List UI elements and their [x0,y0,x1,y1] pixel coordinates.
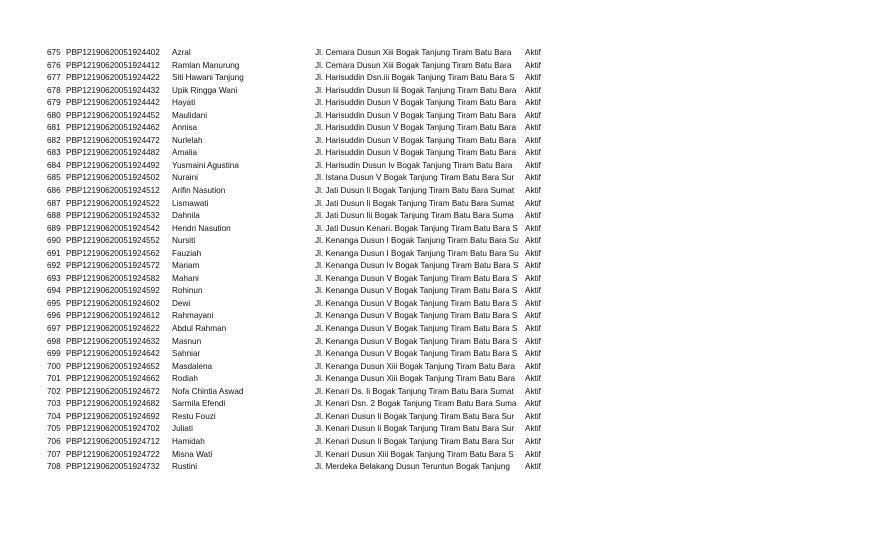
recipient-name: Sahniar [172,349,201,359]
row-number: 685 [47,173,61,183]
status-text: Aktif [525,211,541,221]
recipient-name: Abdul Rahman [172,324,227,334]
recipient-id: PBP12190620051924642 [66,349,160,359]
recipient-name: Mariam [172,261,200,271]
recipient-address: Jl. Kenari Ds. Ii Bogak Tanjung Tiram Batu Bara Sumat [315,386,514,396]
recipient-name: Nursiti [172,236,196,246]
row-number: 677 [47,73,61,83]
recipient-address: Jl. Kenanga Dusun Xiii Bogak Tanjung Tiram Batu Bara [315,374,516,384]
recipient-id: PBP12190620051924632 [66,336,160,346]
recipient-address: Jl. Harisuddin Dusun V Bogak Tanjung Tiram Batu Bara [315,110,517,120]
row-number: 680 [47,110,61,120]
recipient-name: Nurlelah [172,135,203,145]
recipient-name: Dewi [172,298,191,308]
status-text: Aktif [525,160,541,170]
recipient-name: Siti Hawani Tanjung [172,73,244,83]
recipient-name: Upik Ringga Wani [172,85,238,95]
recipient-id: PBP12190620051924662 [66,374,160,384]
status-text: Aktif [525,436,541,446]
recipient-id: PBP12190620051924602 [66,298,160,308]
status-text: Aktif [525,98,541,108]
recipient-address: Jl. Kenari Dusun Ii Bogak Tanjung Tiram Batu Bara Sur [315,436,515,446]
row-number: 700 [47,361,61,371]
status-text: Aktif [525,186,541,196]
recipient-address: Jl. Kenanga Dusun Iv Bogak Tanjung Tiram Batu Bara S [315,261,519,271]
recipient-id: PBP12190620051924582 [66,273,160,283]
recipient-name: Mahani [172,273,199,283]
status-text: Aktif [525,449,541,459]
status-text: Aktif [525,135,541,145]
row-number: 695 [47,298,61,308]
row-number: 675 [47,48,61,57]
recipient-id: PBP12190620051924612 [66,311,160,321]
status-text: Aktif [525,411,541,421]
recipient-name: Juliati [172,424,193,434]
row-number: 699 [47,349,61,359]
recipient-address: Jl. Kenanga Dusun V Bogak Tanjung Tiram Batu Bara S [315,349,518,359]
recipient-id: PBP12190620051924482 [66,148,160,158]
status-text: Aktif [525,110,541,120]
recipient-address: Jl. Harisuddin Dsn.iii Bogak Tanjung Tiram Batu Bara S [315,73,515,83]
recipient-id: PBP12190620051924442 [66,98,160,108]
recipient-id: PBP12190620051924702 [66,424,160,434]
row-number: 687 [47,198,61,208]
status-text: Aktif [525,48,541,57]
row-number: 697 [47,324,61,334]
row-number: 703 [47,399,61,409]
status-text: Aktif [525,60,541,70]
status-text: Aktif [525,386,541,396]
recipient-address: Jl. Kenari Dusun Ii Bogak Tanjung Tiram Batu Bara Sur [315,411,515,421]
recipient-name: Yusmaini Agustina [172,160,239,170]
recipient-id: PBP12190620051924562 [66,248,160,258]
recipient-name: Ramlan Manurung [172,60,240,70]
status-text: Aktif [525,123,541,133]
recipient-address: Jl. Harisuddin Dusun V Bogak Tanjung Tiram Batu Bara [315,123,517,133]
recipient-address: Jl. Kenanga Dusun V Bogak Tanjung Tiram Batu Bara S [315,324,518,334]
status-text: Aktif [525,173,541,183]
recipient-id: PBP12190620051924462 [66,123,160,133]
status-text: Aktif [525,85,541,95]
recipient-name: Annisa [172,123,198,133]
recipient-address: Jl. Jati Dusun Ii Bogak Tanjung Tiram Batu Bara Sumat [315,198,515,208]
recipient-address: Jl. Kenanga Dusun V Bogak Tanjung Tiram Batu Bara S [315,336,518,346]
recipient-id: PBP12190620051924432 [66,85,160,95]
recipient-address: Jl. Kenanga Dusun I Bogak Tanjung Tiram Batu Bara Su [315,248,519,258]
row-number: 708 [47,462,61,472]
row-number: 689 [47,223,61,233]
recipient-id: PBP12190620051924622 [66,324,160,334]
recipient-address: Jl. Kenanga Dusun I Bogak Tanjung Tiram Batu Bara Su [315,236,519,246]
status-text: Aktif [525,336,541,346]
row-number: 690 [47,236,61,246]
recipient-id: PBP12190620051924672 [66,386,160,396]
row-number: 704 [47,411,61,421]
recipient-name: Sarmila Efendi [172,399,226,409]
recipient-name: Maulidani [172,110,208,120]
recipient-name: Misna Wati [172,449,213,459]
recipient-address: Jl. Harisuddin Dusun Iii Bogak Tanjung Tiram Batu Bara [315,85,517,95]
recipient-id: PBP12190620051924542 [66,223,160,233]
recipient-address: Jl. Harisuddin Dusun V Bogak Tanjung Tiram Batu Bara [315,148,517,158]
status-text: Aktif [525,462,541,472]
recipient-id: PBP12190620051924692 [66,411,160,421]
recipient-address: Jl. Kenanga Dusun V Bogak Tanjung Tiram Batu Bara S [315,311,518,321]
recipient-name: Rodiah [172,374,198,384]
recipient-address: Jl. Cemara Dusun Xiii Bogak Tanjung Tiram Batu Bara [315,60,512,70]
recipient-id: PBP12190620051924682 [66,399,160,409]
recipient-address: Jl. Kenanga Dusun Xiii Bogak Tanjung Tiram Batu Bara [315,361,516,371]
row-number: 707 [47,449,61,459]
row-number: 676 [47,60,61,70]
recipient-address: Jl. Kenanga Dusun V Bogak Tanjung Tiram Batu Bara S [315,273,518,283]
status-text: Aktif [525,311,541,321]
status-text: Aktif [525,374,541,384]
recipient-address: Jl. Kenanga Dusun V Bogak Tanjung Tiram Batu Bara S [315,298,518,308]
status-text: Aktif [525,349,541,359]
recipient-id: PBP12190620051924712 [66,436,160,446]
status-text: Aktif [525,286,541,296]
recipient-id: PBP12190620051924732 [66,462,160,472]
status-text: Aktif [525,73,541,83]
recipient-name: Masdalena [172,361,213,371]
recipient-name: Masnun [172,336,202,346]
row-number: 678 [47,85,61,95]
row-number: 693 [47,273,61,283]
recipient-address: Jl. Kenanga Dusun V Bogak Tanjung Tiram Batu Bara S [315,286,518,296]
recipient-address: Jl. Istana Dusun V Bogak Tanjung Tiram Batu Bara Sur [315,173,515,183]
recipient-id: PBP12190620051924452 [66,110,160,120]
recipient-name: Restu Fouzi [172,411,216,421]
recipient-address: Jl. Jati Dusun Ii Bogak Tanjung Tiram Batu Bara Sumat [315,186,515,196]
status-text: Aktif [525,223,541,233]
status-text: Aktif [525,148,541,158]
status-text: Aktif [525,361,541,371]
recipient-name: Arifin Nasution [172,186,226,196]
recipient-address: Jl. Harisuddin Dusun V Bogak Tanjung Tiram Batu Bara [315,98,517,108]
recipient-id: PBP12190620051924652 [66,361,160,371]
status-text: Aktif [525,399,541,409]
status-text: Aktif [525,236,541,246]
recipient-id: PBP12190620051924422 [66,73,160,83]
recipient-name: Hendri Nasution [172,223,231,233]
recipient-name: Azral [172,48,191,57]
recipient-name: Fauziah [172,248,202,258]
status-text: Aktif [525,198,541,208]
status-text: Aktif [525,424,541,434]
row-number: 698 [47,336,61,346]
recipient-name: Amalia [172,148,198,158]
row-number: 682 [47,135,61,145]
recipient-id: PBP12190620051924412 [66,60,160,70]
recipient-name: Hayati [172,98,196,108]
recipient-id: PBP12190620051924512 [66,186,160,196]
recipient-address: Jl. Harisudin Dusun Iv Bogak Tanjung Tiram Batu Bara [315,160,513,170]
recipient-name: Hamidah [172,436,205,446]
recipient-id: PBP12190620051924552 [66,236,160,246]
recipient-name: Nuraini [172,173,198,183]
row-number: 702 [47,386,61,396]
recipient-id: PBP12190620051924532 [66,211,160,221]
recipient-name: Rohinun [172,286,203,296]
recipient-id: PBP12190620051924492 [66,160,160,170]
row-number: 684 [47,160,61,170]
status-text: Aktif [525,298,541,308]
recipient-address: Jl. Jati Dusun Iii Bogak Tanjung Tiram Batu Bara Suma [315,211,514,221]
row-number: 696 [47,311,61,321]
recipient-address: Jl. Cemara Dusun Xiii Bogak Tanjung Tiram Batu Bara [315,48,512,57]
row-number: 691 [47,248,61,258]
recipient-id: PBP12190620051924592 [66,286,160,296]
row-number: 681 [47,123,61,133]
recipient-id: PBP12190620051924522 [66,198,160,208]
recipient-address: Jl. Kenari Dusun Xiii Bogak Tanjung Tiram Batu Bara S [315,449,514,459]
recipient-address: Jl. Merdeka Belakang Dusun Teruntun Bogak Tanjung [315,462,510,472]
row-number: 705 [47,424,61,434]
recipient-id: PBP12190620051924502 [66,173,160,183]
recipient-address: Jl. Kenari Dusun Ii Bogak Tanjung Tiram Batu Bara Sur [315,424,515,434]
recipient-name: Rustini [172,462,198,472]
status-text: Aktif [525,324,541,334]
status-text: Aktif [525,261,541,271]
recipient-name: Rahmayani [172,311,214,321]
row-number: 683 [47,148,61,158]
recipient-id: PBP12190620051924472 [66,135,160,145]
row-number: 688 [47,211,61,221]
row-number: 706 [47,436,61,446]
row-number: 692 [47,261,61,271]
recipient-id: PBP12190620051924572 [66,261,160,271]
row-number: 701 [47,374,61,384]
recipient-name: Dahnila [172,211,200,221]
recipient-address: Jl. Jati Dusun Kenari. Bogak Tanjung Tiram Batu Bara S [315,223,518,233]
recipient-id: PBP12190620051924722 [66,449,160,459]
recipient-address: Jl. Kenari Dsn. 2 Bogak Tanjung Tiram Batu Bara Suma [315,399,517,409]
row-number: 686 [47,186,61,196]
recipient-name: Nofa Chintia Aswad [172,386,244,396]
status-text: Aktif [525,248,541,258]
recipient-name: Lismawati [172,198,209,208]
status-text: Aktif [525,273,541,283]
row-number: 679 [47,98,61,108]
recipient-address: Jl. Harisuddin Dusun V Bogak Tanjung Tiram Batu Bara [315,135,517,145]
recipient-id: PBP12190620051924402 [66,48,160,57]
row-number: 694 [47,286,61,296]
